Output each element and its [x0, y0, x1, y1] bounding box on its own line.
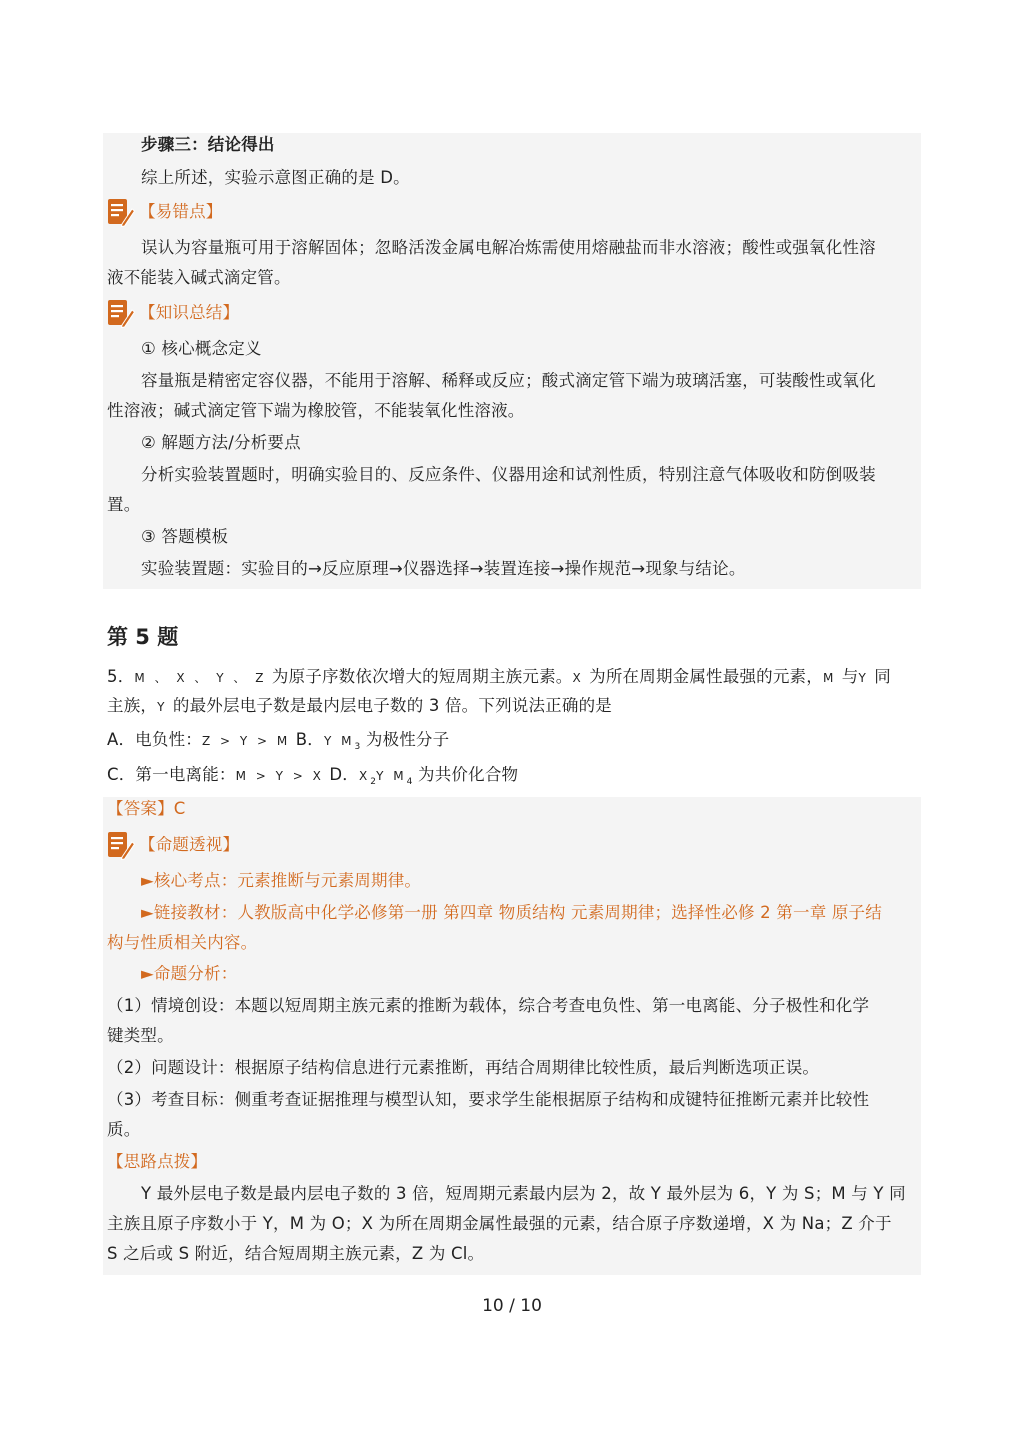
- question-line-1: [107, 662, 919, 693]
- option-b-formula: Y M: [323, 734, 355, 748]
- analysis-p2-line-1: （2）问题设计：根据原子结构信息进行元素推断，再结合周期律比较性质，最后判断选项正误。: [107, 1058, 820, 1077]
- page-number: 10 / 10: [482, 1296, 542, 1316]
- mistake-tag: 【易错点】: [139, 202, 223, 221]
- item1-line-2: 性溶液；碱式滴定管下端为橡胶管，不能装氧化性溶液。: [107, 401, 525, 420]
- option-d-formula: X: [358, 769, 371, 783]
- mistake-line-1: 误认为容量瓶可用于溶解固体；忽略活泼金属电解冶炼需使用熔融盐而非水溶液；酸性或强氧化性溶: [141, 238, 876, 257]
- question-line-2: [107, 691, 919, 722]
- q-text: 为所在周期金属性最强的元素，: [583, 667, 823, 686]
- item2-line-1: 分析实验装置题时，明确实验目的、反应条件、仪器用途和试剂性质，特别注意气体吸收和防倒吸装: [141, 465, 876, 484]
- option-b-text: 为极性分子: [360, 730, 450, 749]
- option-d-subscript: 2: [370, 777, 377, 787]
- q-symbol-m: M: [822, 671, 837, 685]
- option-c-label: C．第一电离能：: [107, 765, 236, 784]
- analysis-p3-line-1: （3）考查目标：侧重考查证据推理与模型认知，要求学生能根据原子结构和成键特征推断元素并比较性: [107, 1090, 870, 1109]
- option-a-label: A．电负性：: [107, 730, 202, 749]
- hint-line-1: Y 最外层电子数是最内层电子数的 3 倍，短周期元素最内层为 2，故 Y 最外层为 6，Y 为 S；M 与 Y 同: [141, 1184, 906, 1203]
- item1-title: ① 核心概念定义: [141, 339, 262, 358]
- option-d-label: D．: [323, 765, 359, 784]
- option-c-formula: M > Y > X: [235, 769, 324, 783]
- q-text: 的最外层电子数是最内层电子数的 3 倍。下列说法正确的是: [167, 696, 612, 715]
- option-d-subscript: 4: [406, 777, 413, 787]
- item2-title: ② 解题方法/分析要点: [141, 433, 301, 452]
- analysis-p3-line-2: 质。: [107, 1120, 141, 1139]
- item1-line-1: 容量瓶是精密定容仪器，不能用于溶解、稀释或反应；酸式滴定管下端为玻璃活塞，可装酸性或氧化: [141, 371, 876, 390]
- mistake-line-2: 液不能装入碱式滴定管。: [107, 268, 291, 287]
- q-symbol-y: Y: [157, 700, 168, 714]
- hint-line-2: 主族且原子序数小于 Y，M 为 O；X 为所在周期金属性最强的元素，结合原子序数递增，X 为 Na；Z 介于: [107, 1214, 892, 1233]
- options-ab: [107, 725, 919, 762]
- note-pencil-icon: [107, 298, 135, 328]
- item3-title: ③ 答题模板: [141, 527, 229, 546]
- option-b-label: B．: [290, 730, 324, 749]
- core-point: ►核心考点：元素推断与元素周期律。: [141, 871, 422, 890]
- note-pencil-icon: [107, 197, 135, 227]
- option-d-formula: Y M: [376, 769, 407, 783]
- analysis-p1-line-1: （1）情境创设：本题以短周期主族元素的推断为载体，综合考查电负性、第一电离能、分子极性和化学: [107, 996, 870, 1015]
- hint-line-3: S 之后或 S 附近，结合短周期主族元素，Z 为 Cl。: [107, 1244, 485, 1263]
- summary-heading: [107, 298, 919, 328]
- analysis-p1-line-2: 键类型。: [107, 1026, 174, 1045]
- question-heading: 第 5 题: [107, 625, 179, 649]
- option-b-subscript: 3: [354, 742, 361, 752]
- q-symbols: M 、 X 、 Y 、 Z: [134, 671, 267, 685]
- analysis-title: ►命题分析：: [141, 964, 238, 983]
- option-a-formula: Z > Y > M: [202, 734, 291, 748]
- textbook-link-line-1: ►链接教材：人教版高中化学必修第一册 第四章 物质结构 元素周期律；选择性必修 2 第一章 原子结: [141, 903, 882, 922]
- q-text: 主族，: [107, 696, 158, 715]
- q-text: 为原子序数依次增大的短周期主族元素。: [266, 667, 573, 686]
- item2-line-2: 置。: [107, 495, 141, 514]
- q-symbol-x: X: [572, 671, 584, 685]
- note-pencil-icon: [107, 830, 135, 860]
- step3-text: 综上所述，实验示意图正确的是 D。: [141, 168, 410, 187]
- q-symbol-y: Y: [858, 671, 869, 685]
- step3-title: 步骤三：结论得出: [141, 135, 275, 154]
- answer-text: 【答案】C: [107, 799, 186, 818]
- textbook-link-line-2: 构与性质相关内容。: [107, 933, 258, 952]
- q-text: 与: [836, 667, 859, 686]
- hint-tag: 【思路点拨】: [107, 1152, 208, 1171]
- mistake-heading: [107, 197, 919, 227]
- insight-tag: 【命题透视】: [139, 835, 240, 854]
- insight-heading: [107, 830, 919, 860]
- option-d-text: 为共价化合物: [412, 765, 519, 784]
- summary-tag: 【知识总结】: [139, 303, 240, 322]
- item3-line-1: 实验装置题：实验目的→反应原理→仪器选择→装置连接→操作规范→现象与结论。: [141, 559, 746, 578]
- q-number: 5．: [107, 667, 135, 686]
- q-text: 同: [868, 667, 891, 686]
- options-cd: [107, 760, 919, 797]
